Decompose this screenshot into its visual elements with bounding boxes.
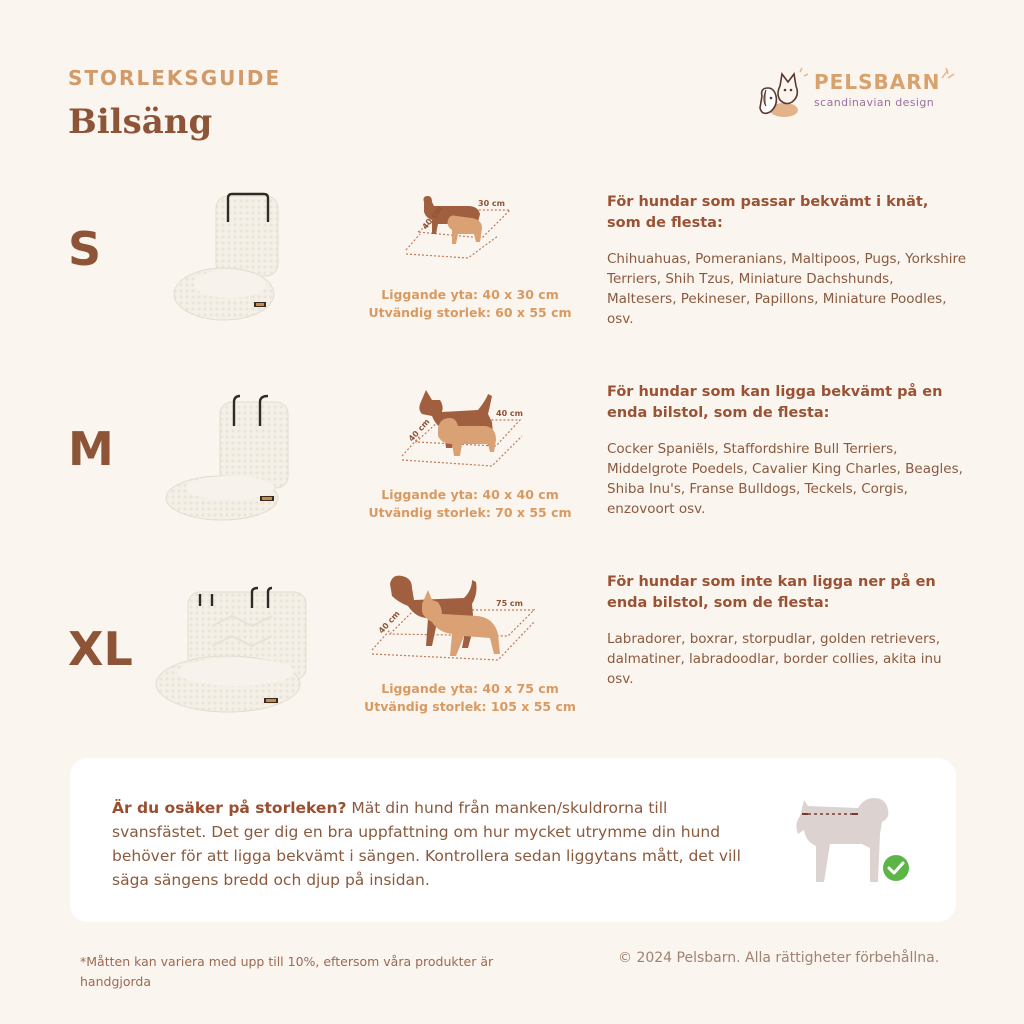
outer-size: Utvändig storlek: 105 x 55 cm xyxy=(364,699,576,714)
car-bed-small-image xyxy=(172,192,282,324)
lying-area: Liggande yta: 40 x 40 cm xyxy=(381,487,559,502)
description-lead: För hundar som inte kan ligga ner på en enda bilstol, som de flesta: xyxy=(607,574,936,611)
tip-question: Är du osäker på storleken? xyxy=(112,799,347,817)
breed-list: Chihuahuas, Pomeranians, Maltipoos, Pugs, Yorkshire Terriers, Shih Tzus, Miniature Dachshunds, Maltesers, Pekineser, Papillons, Miniature Poodles, osv. xyxy=(607,251,967,327)
dimensions xyxy=(340,680,600,716)
size-diagram-medium xyxy=(396,386,528,470)
size-row-s xyxy=(0,186,1024,366)
size-letter: XL xyxy=(68,622,133,676)
width-label: 40 cm xyxy=(496,409,523,418)
sparkle-icon xyxy=(940,66,956,80)
dimensions xyxy=(340,286,600,322)
lying-area: Liggande yta: 40 x 75 cm xyxy=(381,681,559,696)
size-diagram-xl xyxy=(368,572,540,666)
dog-cat-logo-icon xyxy=(756,66,812,122)
depth-label: 40 cm xyxy=(376,609,402,636)
page-title: Bilsäng xyxy=(68,102,213,142)
outer-size: Utvändig storlek: 70 x 55 cm xyxy=(368,505,572,520)
size-description xyxy=(607,572,967,689)
brand-logo[interactable] xyxy=(756,66,956,122)
depth-label: 40 cm xyxy=(406,417,432,444)
depth-label: 40 cm xyxy=(420,204,445,232)
outer-size: Utvändig storlek: 60 x 55 cm xyxy=(368,305,572,320)
brand-name: PELSBARN xyxy=(814,70,941,94)
copyright: © 2024 Pelsbarn. Alla rättigheter förbehållna. xyxy=(618,950,940,966)
size-letter: M xyxy=(68,422,114,476)
size-description xyxy=(607,382,967,519)
dimensions xyxy=(340,486,600,522)
tip-body: Mät din hund från manken/skuldrorna till svansfästet. Det ger dig en bra uppfattning om hur mycket utrymme din hund behöver för att ligga bekvämt i sängen. Kontrollera sedan liggytans mått, det vill säga sängens bredd och djup på insidan. xyxy=(112,799,741,889)
check-circle-icon xyxy=(883,855,909,881)
measurement-tip-text xyxy=(112,796,762,892)
measurement-tip-card xyxy=(70,758,956,922)
width-label: 30 cm xyxy=(478,199,505,208)
lying-area: Liggande yta: 40 x 30 cm xyxy=(381,287,559,302)
description-lead: För hundar som passar bekvämt i knät, som de flesta: xyxy=(607,194,929,231)
car-bed-xl-image xyxy=(152,586,310,726)
description-lead: För hundar som kan ligga bekvämt på en enda bilstol, som de flesta: xyxy=(607,384,943,421)
size-diagram-small xyxy=(398,190,518,272)
car-bed-medium-image xyxy=(164,392,292,524)
brand-tagline: scandinavian design xyxy=(814,96,935,109)
breed-list: Cocker Spaniëls, Staffordshire Bull Terriers, Middelgrote Poedels, Cavalier King Charles, Beagles, Shiba Inu's, Franse Bulldogs, Teckels, Corgis, enzovoort osv. xyxy=(607,441,963,517)
measured-dog-icon xyxy=(782,794,918,890)
width-label: 75 cm xyxy=(496,599,523,608)
guide-eyebrow: STORLEKSGUIDE xyxy=(68,66,282,90)
size-row-xl xyxy=(0,574,1024,766)
size-letter: S xyxy=(68,222,102,276)
size-row-m xyxy=(0,386,1024,566)
size-description xyxy=(607,192,967,329)
breed-list: Labradorer, boxrar, storpudlar, golden retrievers, dalmatiner, labradoodlar, border collies, akita inu osv. xyxy=(607,631,942,687)
footnote: *Måtten kan variera med upp till 10%, eftersom våra produkter är handgjorda xyxy=(80,954,494,989)
